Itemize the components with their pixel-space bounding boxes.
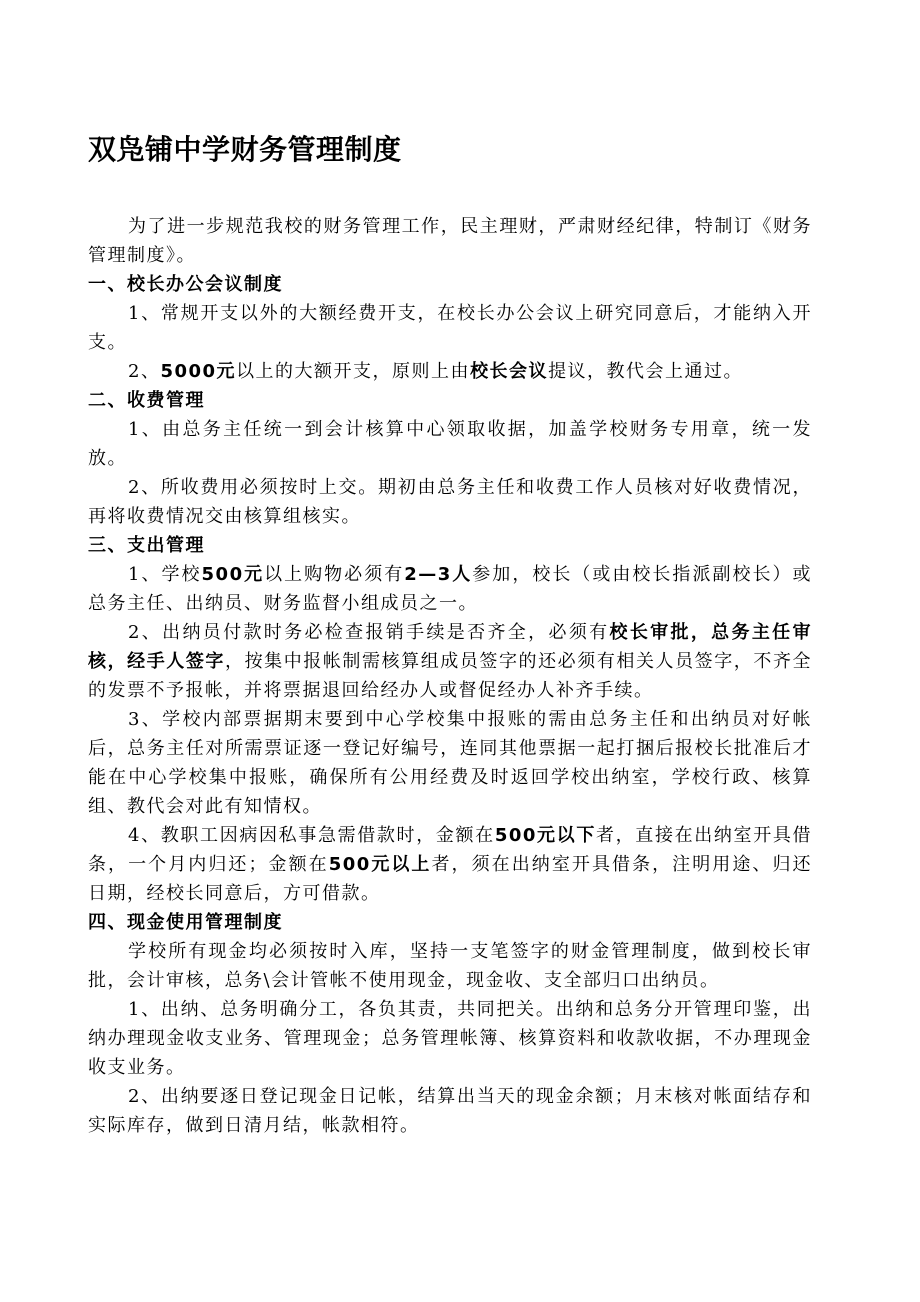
- section-heading-3: 三、支出管理: [88, 535, 205, 556]
- section-4-paragraph-1: 1、出纳、总务明确分工，各负其责，共同把关。出纳和总务分开管理印鉴，出纳办理现金收支业务、管理现金；总务管理帐簿、核算资料和收款收据，不办理现金收支业务。: [88, 999, 812, 1078]
- section-3-paragraph-1: [88, 560, 812, 618]
- section-heading-1: 一、校长办公会议制度: [88, 274, 283, 295]
- text-run: 提议，教代会上通过。: [548, 361, 744, 382]
- section-2-paragraph-2: 2、所收费用必须按时上交。期初由总务主任和收费工作人员核对好收费情况，再将收费情况交由核算组核实。: [88, 477, 812, 527]
- section-3-paragraph-3: 3、学校内部票据期末要到中心学校集中报账的需由总务主任和出纳员对好帐后，总务主任对所需票证逐一登记好编号，连同其他票据一起打捆后报校长批准后才能在中心学校集中报账，确保所有公用经费及时返回学校出纳室，学校行政、核算组、教代会对此有知情权。: [88, 709, 812, 817]
- bold-amount: 500元以上: [328, 854, 432, 875]
- section-heading-2: 二、收费管理: [88, 390, 205, 411]
- section-4-paragraph-2: 2、出纳要逐日登记现金日记帐，结算出当天的现金余额；月末核对帐面结存和实际库存，做到日清月结，帐款相符。: [88, 1086, 812, 1136]
- section-heading-4: 四、现金使用管理制度: [88, 912, 283, 933]
- text-run: 以上的大额开支，原则上由: [236, 361, 471, 382]
- section-3-paragraph-4: [88, 821, 812, 908]
- text-run: 以上购物必须有: [264, 564, 405, 585]
- text-run: 2、: [128, 361, 161, 382]
- section-1-paragraph-2: [88, 357, 812, 386]
- bold-count: 2—3人: [404, 564, 473, 585]
- text-run: 1、学校: [128, 564, 202, 585]
- bold-amount: 500元以下: [494, 825, 596, 846]
- bold-amount: 500元: [201, 564, 265, 585]
- intro-paragraph: 为了进一步规范我校的财务管理工作，民主理财，严肃财经纪律，特制订《财务管理制度》。: [88, 216, 812, 266]
- bold-term: 校长会议: [470, 361, 549, 382]
- section-1-paragraph-1: 1、常规开支以外的大额经费开支，在校长办公会议上研究同意后，才能纳入开支。: [88, 303, 812, 353]
- section-3-paragraph-2: [88, 618, 812, 705]
- document-title: 双凫铺中学财务管理制度: [88, 133, 402, 166]
- bold-amount: 5000元: [160, 361, 237, 382]
- text-run: 2、出纳员付款时务必检查报销手续是否齐全，必须有: [128, 622, 610, 643]
- text-run: 者，直接在出纳室开具借条，一个月内归还；金额在: [88, 825, 813, 875]
- document-page: [88, 124, 812, 1140]
- section-4-paragraph-0: 学校所有现金均必须按时入库，坚持一支笔签字的财金管理制度，做到校长审批，会计审核，总务\会计管帐不使用现金，现金收、支全部归口出纳员。: [88, 941, 812, 991]
- text-run: ，按集中报帐制需核算组成员签字的还必须有相关人员签字，不齐全的发票不予报帐，并将票据退回给经办人或督促经办人补齐手续。: [88, 651, 813, 701]
- section-2-paragraph-1: 1、由总务主任统一到会计核算中心领取收据，加盖学校财务专用章，统一发放。: [88, 419, 812, 469]
- text-run: 4、教职工因病因私事急需借款时，金额在: [128, 825, 495, 846]
- text-run: 者，须在出纳室开具借条，注明用途、归还日期，经校长同意后，方可借款。: [88, 854, 813, 904]
- bold-requirement: 校长审批，总务主任审核，经手人签字: [88, 622, 812, 672]
- text-run: 参加，校长（或由校长指派副校长）或总务主任、出纳员、财务监督小组成员之一。: [88, 564, 813, 614]
